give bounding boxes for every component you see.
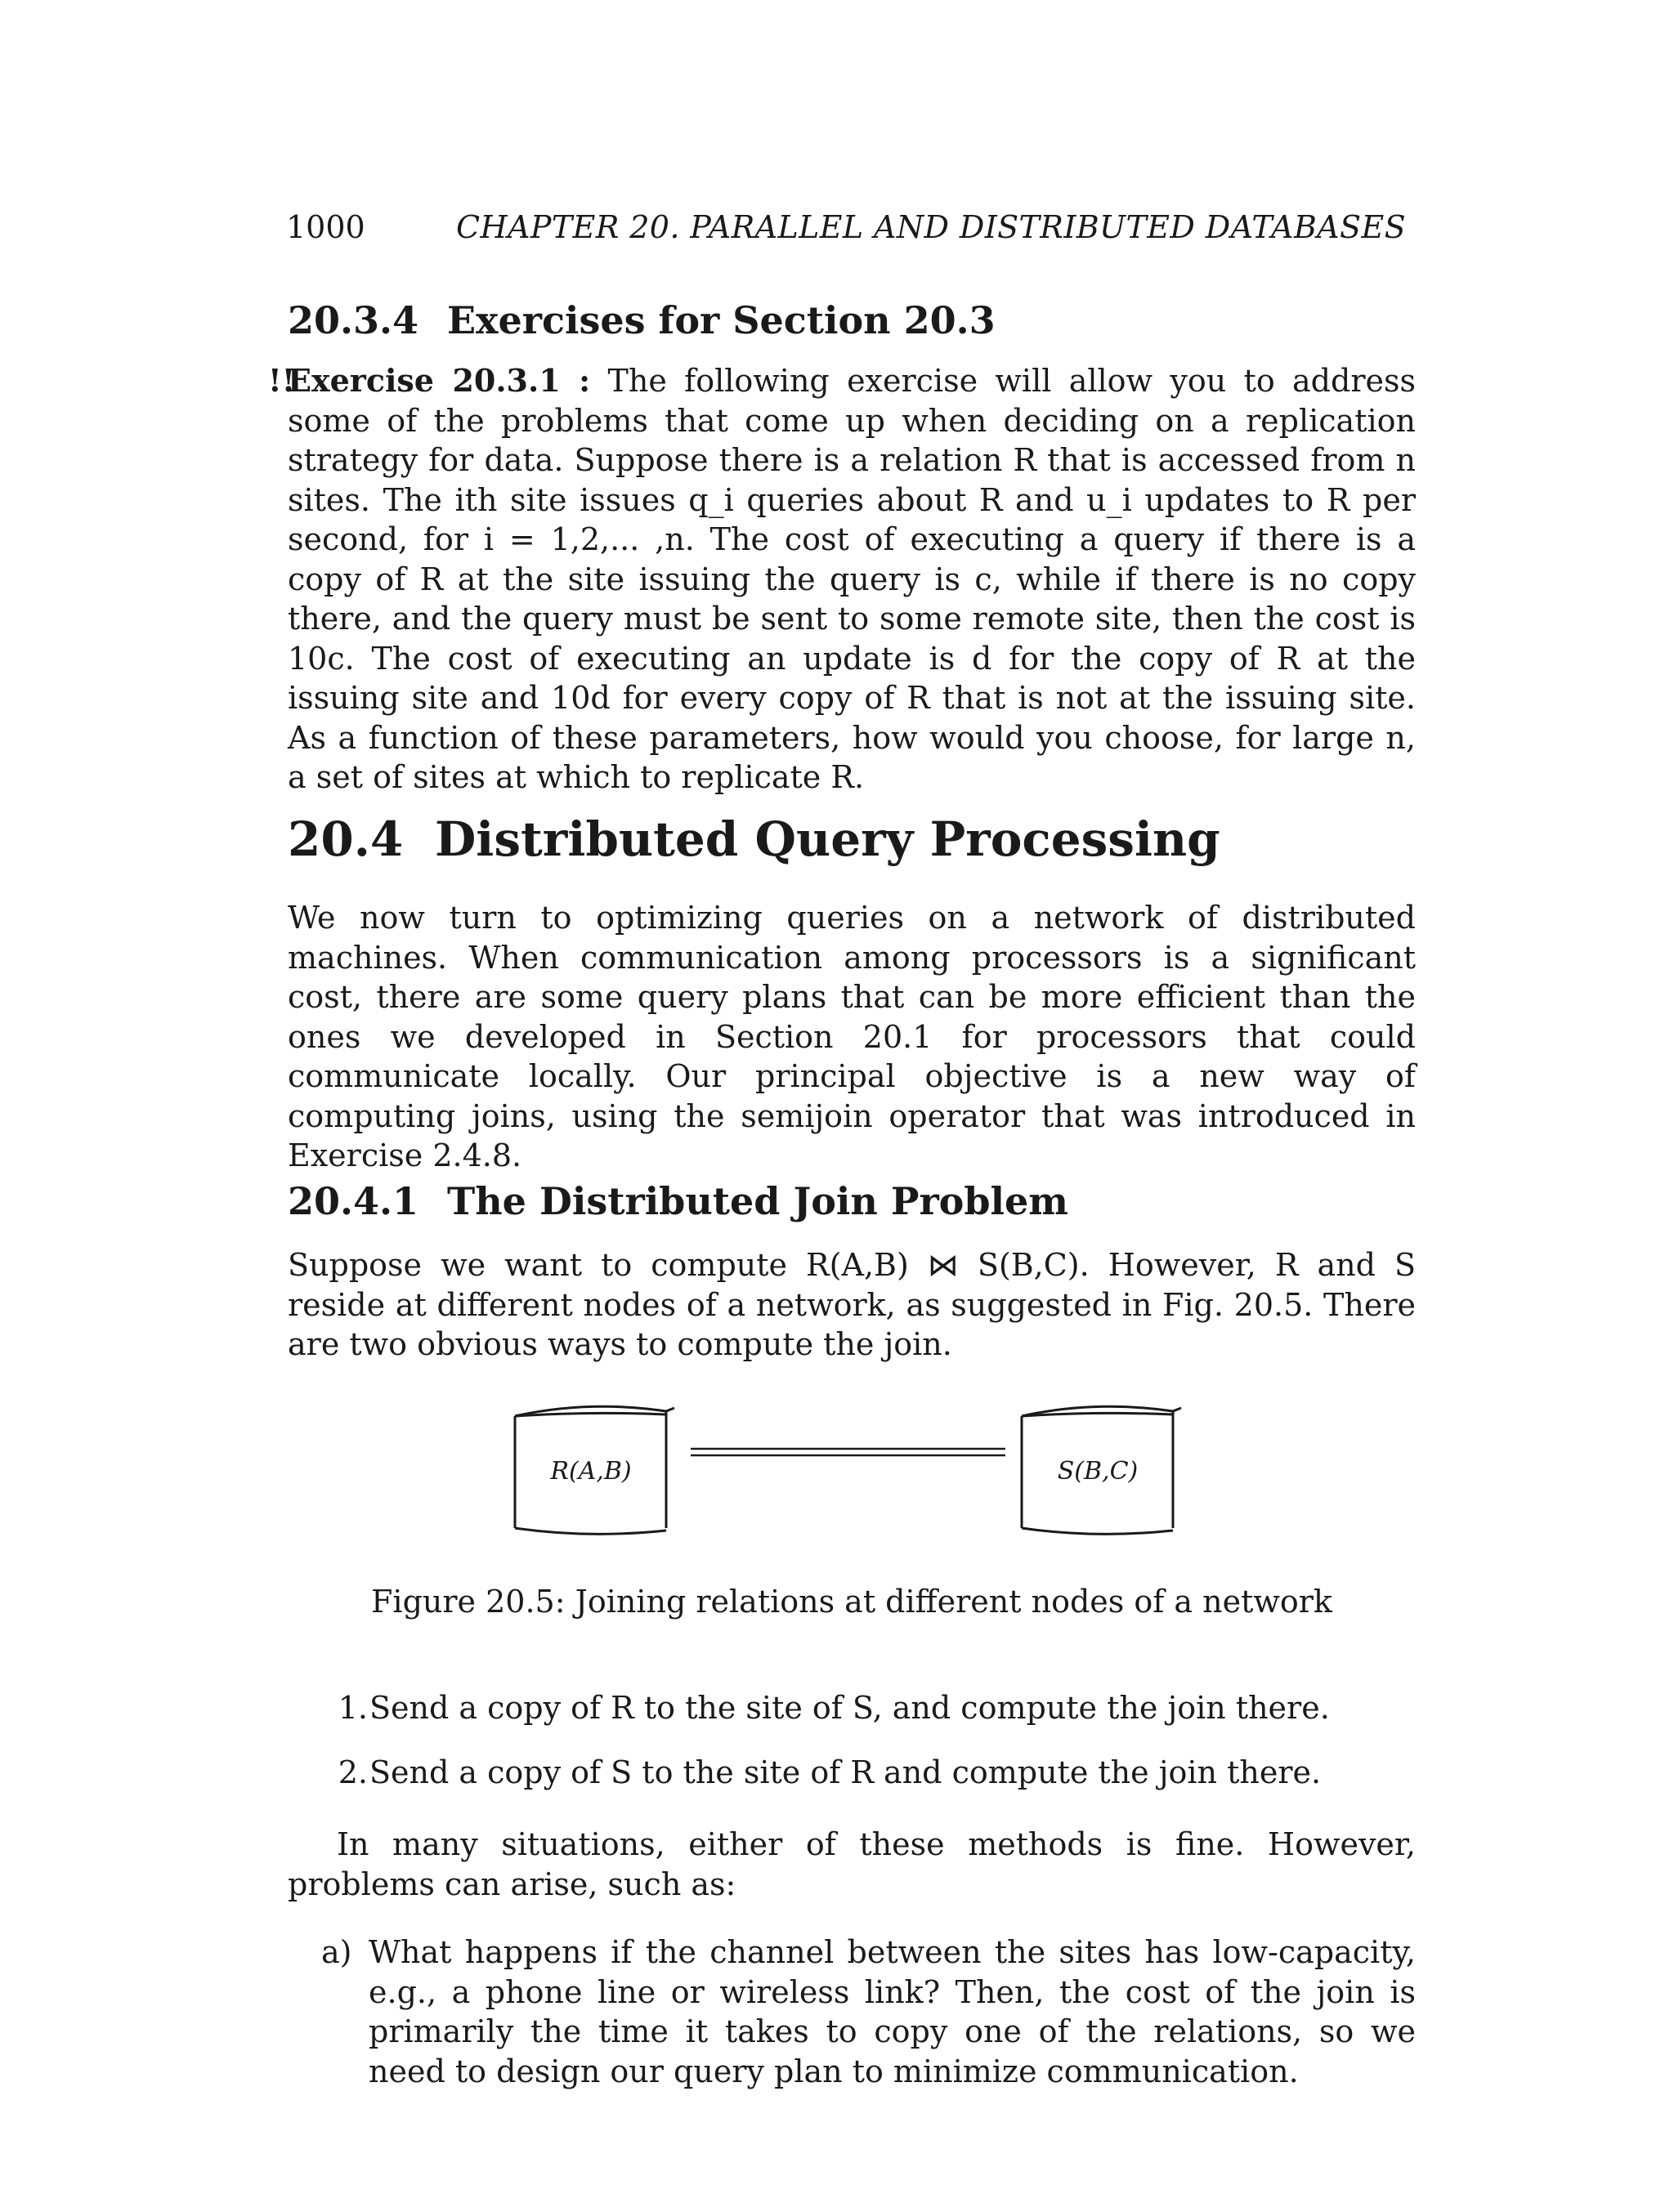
subsection-heading-20-3-4 <box>288 296 996 345</box>
list-item <box>288 1753 1416 1793</box>
figure-caption: Figure 20.5: Joining relations at different nodes of a network <box>371 1584 1332 1620</box>
list-item <box>321 1933 1416 2096</box>
list-text: Send a copy of R to the site of S, and compute the join there. <box>369 1690 1330 1726</box>
problems-intro: In many situations, either of these methods is fine. However, problems can arise, such as: <box>288 1826 1416 1902</box>
difficulty-marker: !! <box>268 362 296 399</box>
exercise-label: Exercise 20.3.1 : <box>288 362 591 399</box>
section-number: 20.4 <box>288 811 404 867</box>
page-number: 1000 <box>286 209 365 245</box>
section-title: Distributed Query Processing <box>435 811 1220 867</box>
list-marker: a) <box>321 1934 352 1970</box>
node-s-label: S(B,C) <box>1057 1457 1139 1486</box>
list-text: Send a copy of S to the site of R and compute the join there. <box>369 1754 1322 1790</box>
network-link <box>691 1449 1005 1455</box>
exercise-20-3-1 <box>268 361 1416 798</box>
subsection-heading-20-4-1 <box>288 1177 1068 1226</box>
figure-20-5 <box>507 1393 1193 1544</box>
chapter-title: CHAPTER 20. PARALLEL AND DISTRIBUTED DATABASES <box>456 209 1407 245</box>
exercise-text: The following exercise will allow you to address some of the problems that come up when deciding on a replication strategy for data. Suppose there is a relation R that is accessed from n sites. The ith site issues q_i queries about R and u_i updates to R per second, for i = 1,2,... ,n. The cost of executing a query if there is a copy of R at the site issuing the query is c, while if there is no copy there, and the query must be sent to some remote site, then the cost is 10c. The cost of executing an update is d for the copy of R at the issuing site and 10d for every copy of R that is not at the issuing site. As a function of these parameters, how would you choose, for large n, a set of sites at which to replicate R. <box>288 363 1416 795</box>
subsection-number: 20.4.1 <box>288 1179 419 1223</box>
list-marker: 1. <box>338 1690 368 1726</box>
subsection-20-4-1-intro: Suppose we want to compute R(A,B) ⋈ S(B,C). However, R and S reside at different nodes of a network, as suggested in Fig. 20.5. There are two obvious ways to compute the join. <box>288 1247 1416 1362</box>
subsection-number: 20.3.4 <box>288 298 419 342</box>
node-r-label: R(A,B) <box>550 1457 632 1486</box>
subsection-title: Exercises for Section 20.3 <box>447 298 996 342</box>
list-marker: 2. <box>338 1754 368 1790</box>
section-20-4-intro: We now turn to optimizing queries on a network of distributed machines. When communication among processors is a significant cost, there are some query plans that can be more efficient than the ones we developed in Section 20.1 for processors that could communicate locally. Our principal objective is a new way of computing joins, using the semijoin operator that was introduced in Exercise 2.4.8. <box>288 900 1416 1173</box>
section-heading-20-4 <box>288 809 1220 869</box>
subsection-title: The Distributed Join Problem <box>447 1179 1068 1223</box>
list-item <box>288 1688 1416 1728</box>
list-text: What happens if the channel between the sites has low-capacity, e.g., a phone line or wireless link? Then, the cost of the join is primarily the time it takes to copy one of the relations, so we need to design our query plan to minimize communication. <box>369 1934 1416 2089</box>
